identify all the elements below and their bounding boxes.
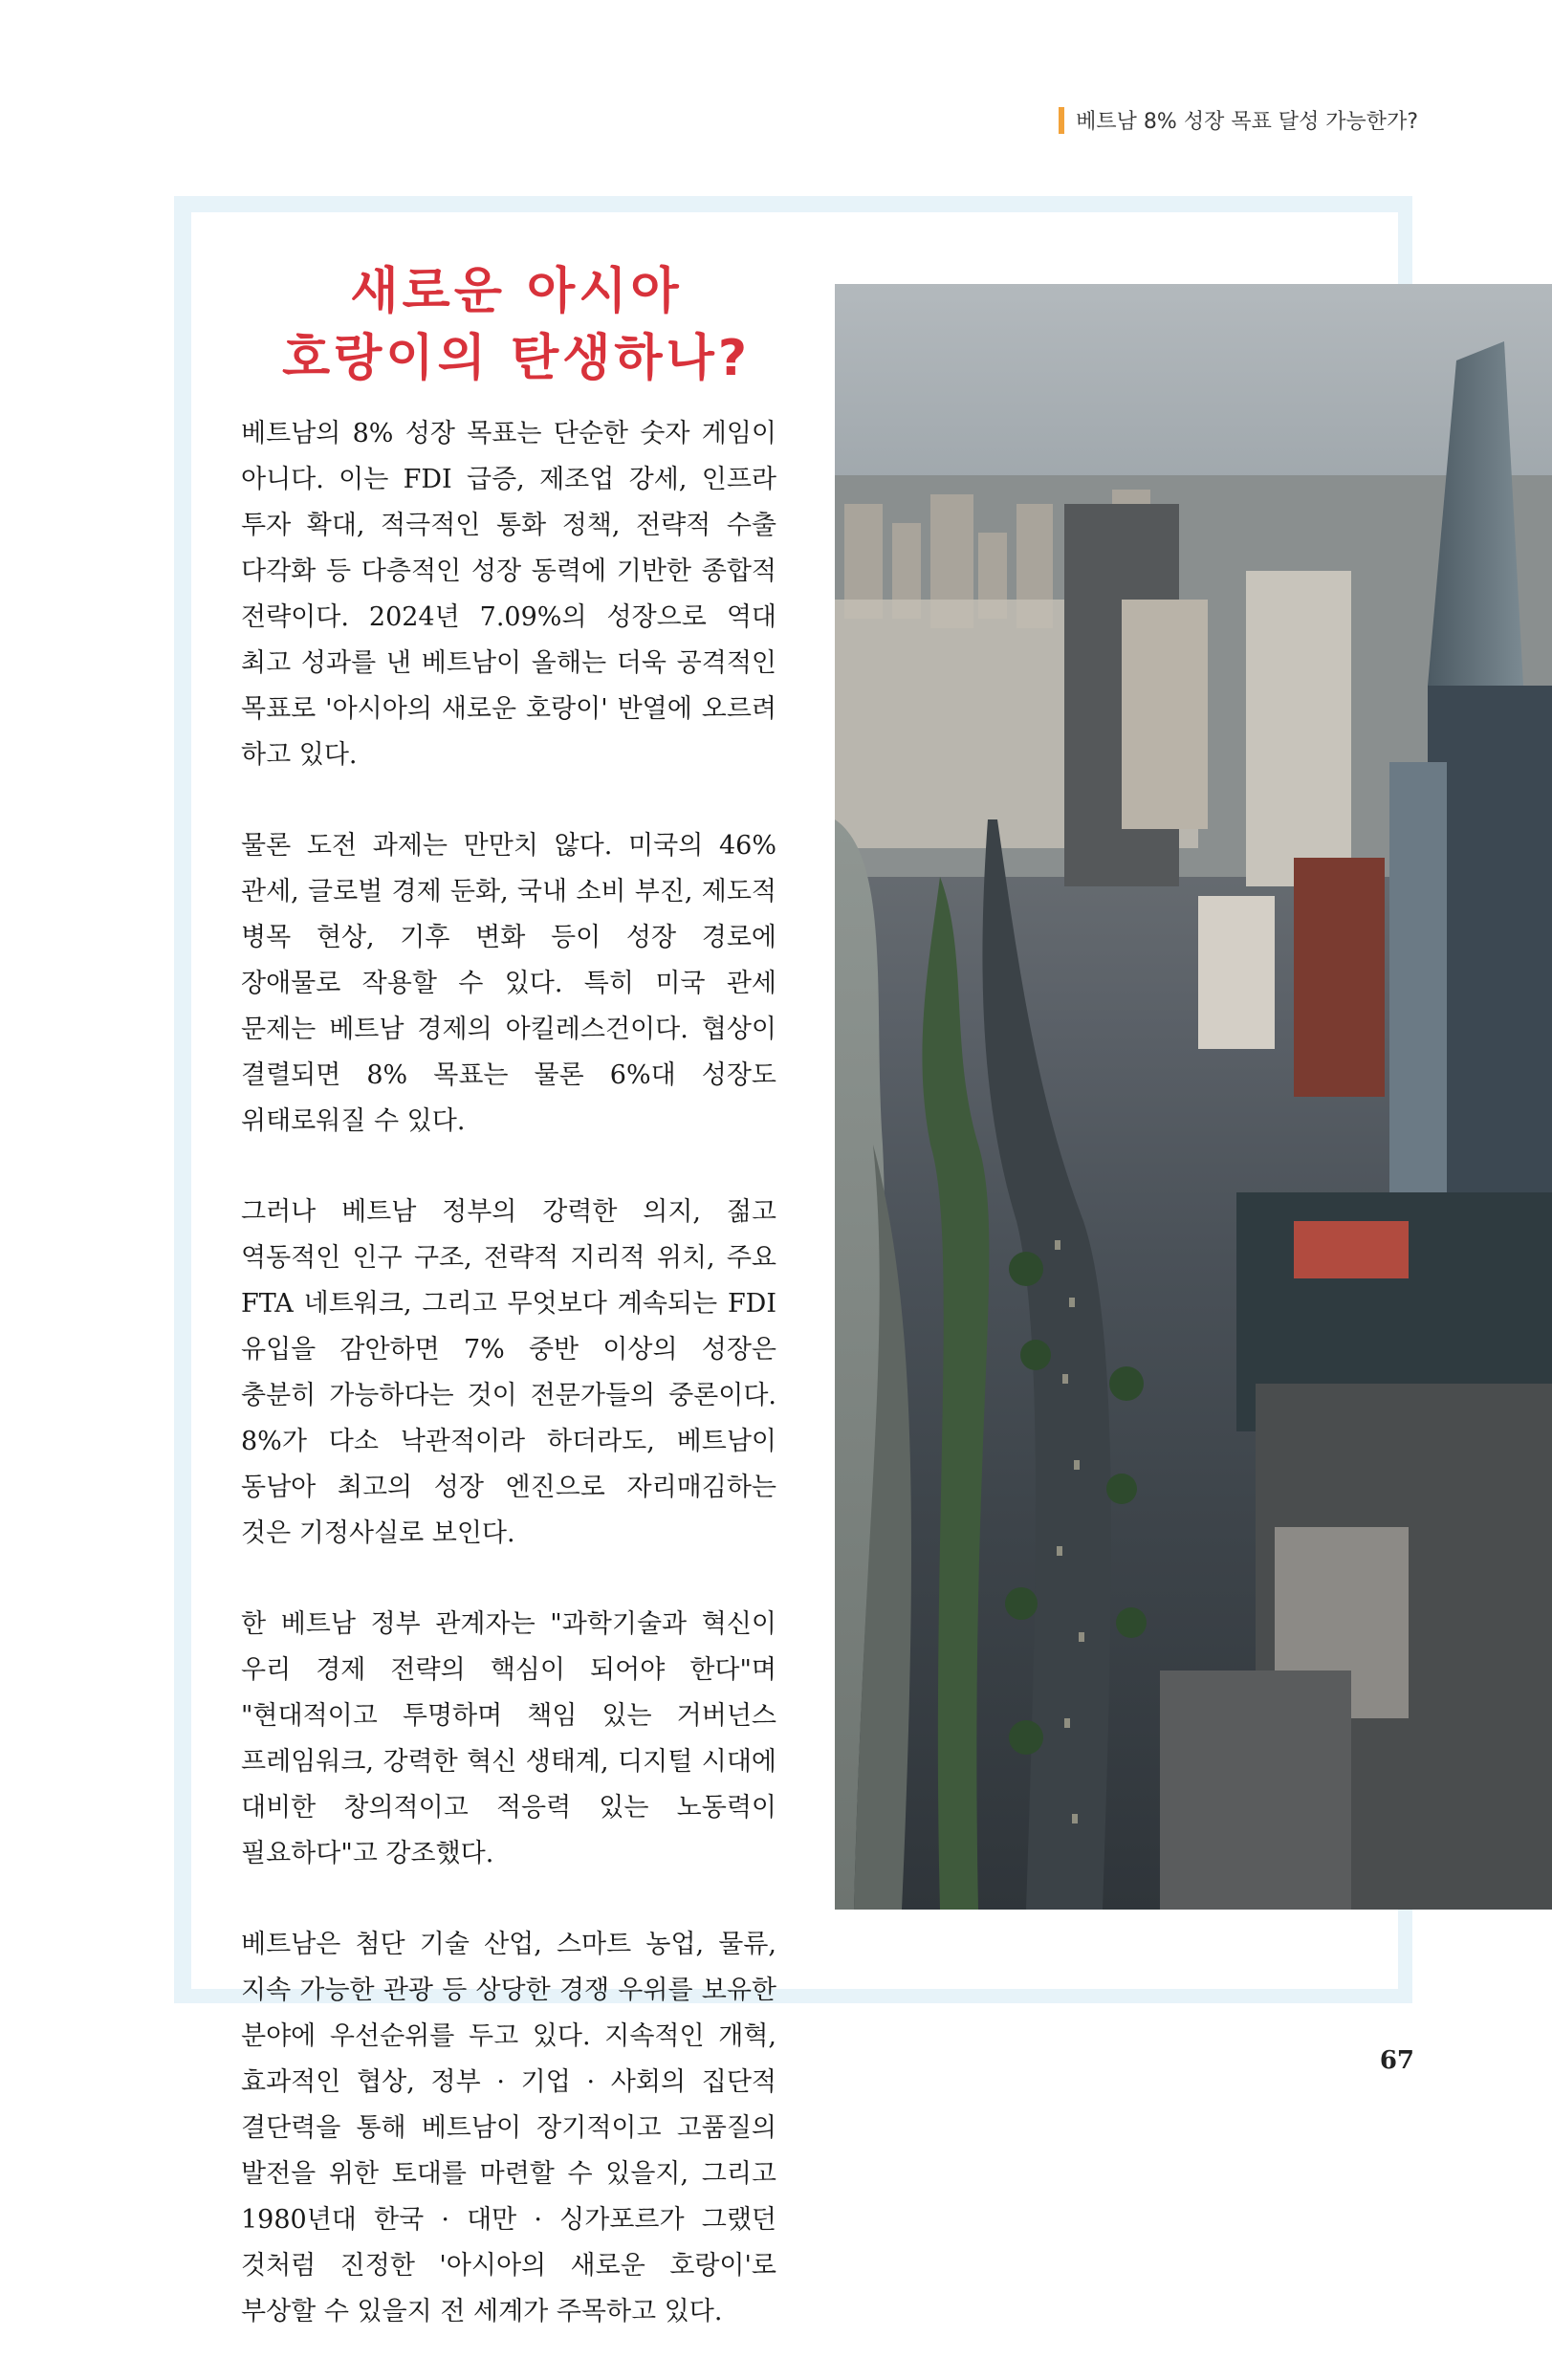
title-line-1: 새로운 아시아 (350, 263, 683, 320)
running-head (1059, 105, 1418, 135)
paragraph: 베트남의 8% 성장 목표는 단순한 숫자 게임이 아니다. 이는 FDI 급증, 제조업 강세, 인프라 투자 확대, 적극적인 통화 정책, 전략적 수출 다각화 등 다층적인 성장 동력에 기반한 종합적 전략이다. 2024년 7.09%의 성장으로 역대 최고 성과를 낸 베트남이 올해는 더욱 공격적인 목표로 '아시아의 새로운 호랑이' 반열에 오르려 하고 있다. (241, 419, 776, 770)
paragraph: 그러나 베트남 정부의 강력한 의지, 젊고 역동적인 인구 구조, 전략적 지리적 위치, 주요 FTA 네트워크, 그리고 무엇보다 계속되는 FDI 유입을 감안하면 7% 중반 이상의 성장은 충분히 가능하다는 것이 전문가들의 중론이다. 8%가 다소 낙관적이라 하더라도, 베트남이 동남아 최고의 성장 엔진으로 자리매김하는 것은 기정사실로 보인다. (241, 1197, 776, 1548)
running-title: 베트남 8% 성장 목표 달성 가능한가? (1076, 110, 1418, 134)
article-title (239, 258, 794, 392)
title-line-2: 호랑이의 탄생하나? (281, 330, 752, 387)
paragraph: 한 베트남 정부 관계자는 "과학기술과 혁신이 우리 경제 전략의 핵심이 되어야 한다"며 "현대적이고 투명하며 책임 있는 거버넌스 프레임워크, 강력한 혁신 생태계, 디지털 시대에 대비한 창의적이고 적응력 있는 노동력이 필요하다"고 강조했다. (241, 1609, 776, 1868)
city-photo (835, 284, 1552, 1910)
accent-bar (1059, 107, 1064, 134)
article-body (241, 411, 776, 2380)
paragraph: 물론 도전 과제는 만만치 않다. 미국의 46% 관세, 글로벌 경제 둔화, 국내 소비 부진, 제도적 병목 현상, 기후 변화 등이 성장 경로에 장애물로 작용할 수 있다. 특히 미국 관세 문제는 베트남 경제의 아킬레스건이다. 협상이 결렬되면 8% 목표는 물론 6%대 성장도 위태로워질 수 있다. (241, 831, 776, 1136)
paragraph: 베트남은 첨단 기술 산업, 스마트 농업, 물류, 지속 가능한 관광 등 상당한 경쟁 우위를 보유한 분야에 우선순위를 두고 있다. 지속적인 개혁, 효과적인 협상, 정부 · 기업 · 사회의 집단적 결단력을 통해 베트남이 장기적이고 고품질의 발전을 위한 토대를 마련할 수 있을지, 그리고 1980년대 한국 · 대만 · 싱가포르가 그랬던 것처럼 진정한 '아시아의 새로운 호랑이'로 부상할 수 있을지 전 세계가 주목하고 있다. (241, 1930, 776, 2326)
page-number: 67 (1379, 2046, 1414, 2075)
